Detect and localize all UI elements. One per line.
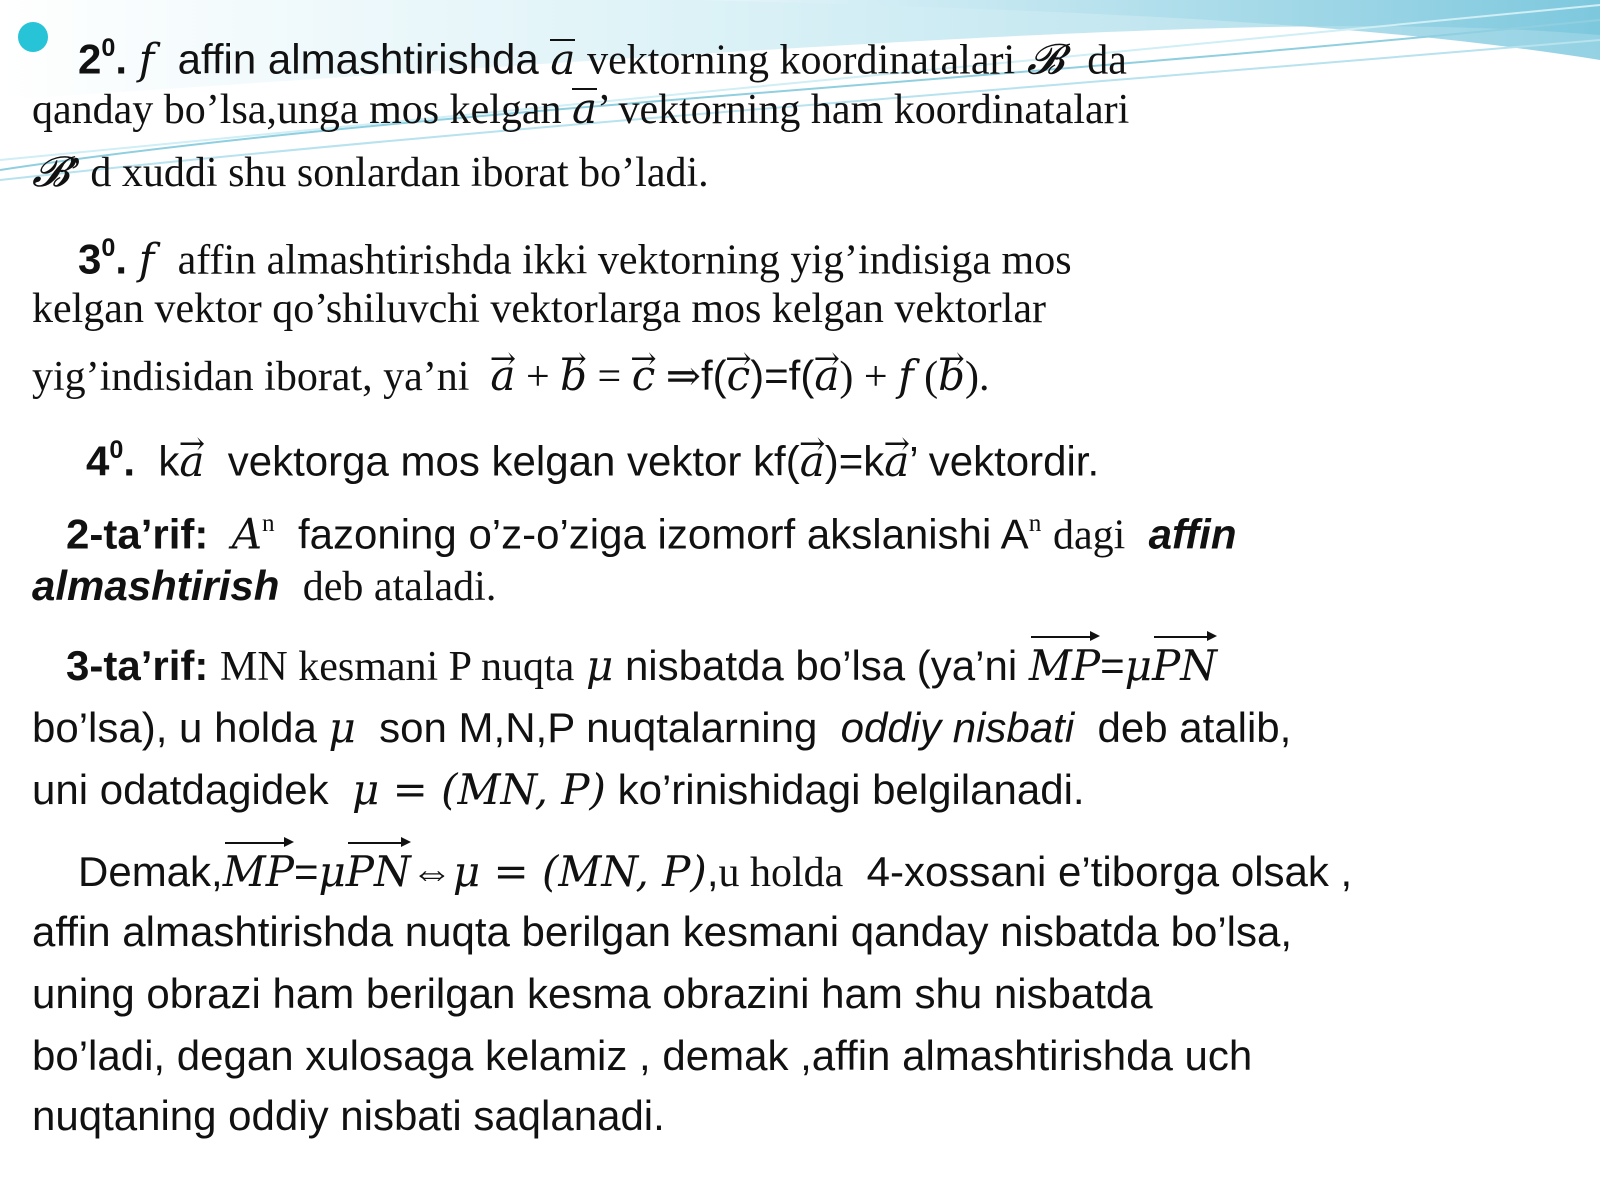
conclusion-line-2: affin almashtirishda nuqta berilgan kesmani qanday nisbatda bo’lsa, xyxy=(32,908,1293,955)
property-4-number: 4 xyxy=(86,437,110,485)
property-2-line-2: qanday bo’lsa,unga mos kelgan a’ vektorning ham koordinatalari xyxy=(32,84,1130,133)
conclusion-line-3: uning obrazi ham berilgan kesma obrazini ham shu nisbatda xyxy=(32,970,1153,1017)
definition-2-line-2: almashtirish deb ataladi. xyxy=(32,562,497,610)
definition-3-label: 3-ta’rif: xyxy=(66,642,209,689)
definition-2-label: 2-ta’rif: xyxy=(66,510,209,558)
property-4-line-1: $4^0$. k→ a vektorga mos kelgan vektor kf(→ a)=k→ a’ vektordir. xyxy=(86,424,1099,488)
property-2-line-3: 𝓑’ d xuddi shu sonlardan iborat bo’ladi. xyxy=(32,147,709,196)
property-3-line-2: kelgan vektor qo’shiluvchi vektorlarga mos kelgan vektorlar xyxy=(32,286,1046,332)
vector-sum-formula: → a + → b = → c ⇒f(→ c)=f(→ a) + f (→ b). xyxy=(490,354,989,400)
definition-2-line-1: 2-ta’rif: $A^n$ fazoning o’z-o’ziga izomorf akslanishi $A^n$ dagi affin xyxy=(66,509,1237,559)
property-3-line-1: $3^0$. f affin almashtirishda ikki vektorning yig’indisiga mos xyxy=(78,234,1072,284)
property-3-line-3: yig’indisidan iborat, ya’ni → a + → b = → c ⇒f(→ c)=f(→ a) + f (→ b). xyxy=(32,350,990,403)
property-2-number: 2 xyxy=(78,35,102,83)
property-2-line-1: $2^0$. f affin almashtirishda a vektorning koordinatalari 𝓑 da xyxy=(78,34,1127,84)
definition-3-line-3: uni odatdagidek μ = (MN, P) ko’rinishidagi belgilanadi. xyxy=(32,765,1085,814)
property-3-number: 3 xyxy=(78,235,102,283)
conclusion-line-4: bo’ladi, degan xulosaga kelamiz , demak ,affin almashtirishda uch xyxy=(32,1032,1253,1079)
bullet-dot xyxy=(18,22,48,52)
conclusion-line-5: nuqtaning oddiy nisbati saqlanadi. xyxy=(32,1092,665,1139)
definition-3-line-1: 3-ta’rif: MN kesmani P nuqta μ nisbatda bo’lsa (ya’ni MP=μPN xyxy=(66,641,1217,690)
definition-3-line-2: bo’lsa), u holda μ son M,N,P nuqtalarning oddiy nisbati deb atalib, xyxy=(32,703,1292,752)
conclusion-line-1: Demak,MP=μPN⇔μ = (MN, P),u holda 4-xossani e’tiborga olsak , xyxy=(78,847,1353,896)
